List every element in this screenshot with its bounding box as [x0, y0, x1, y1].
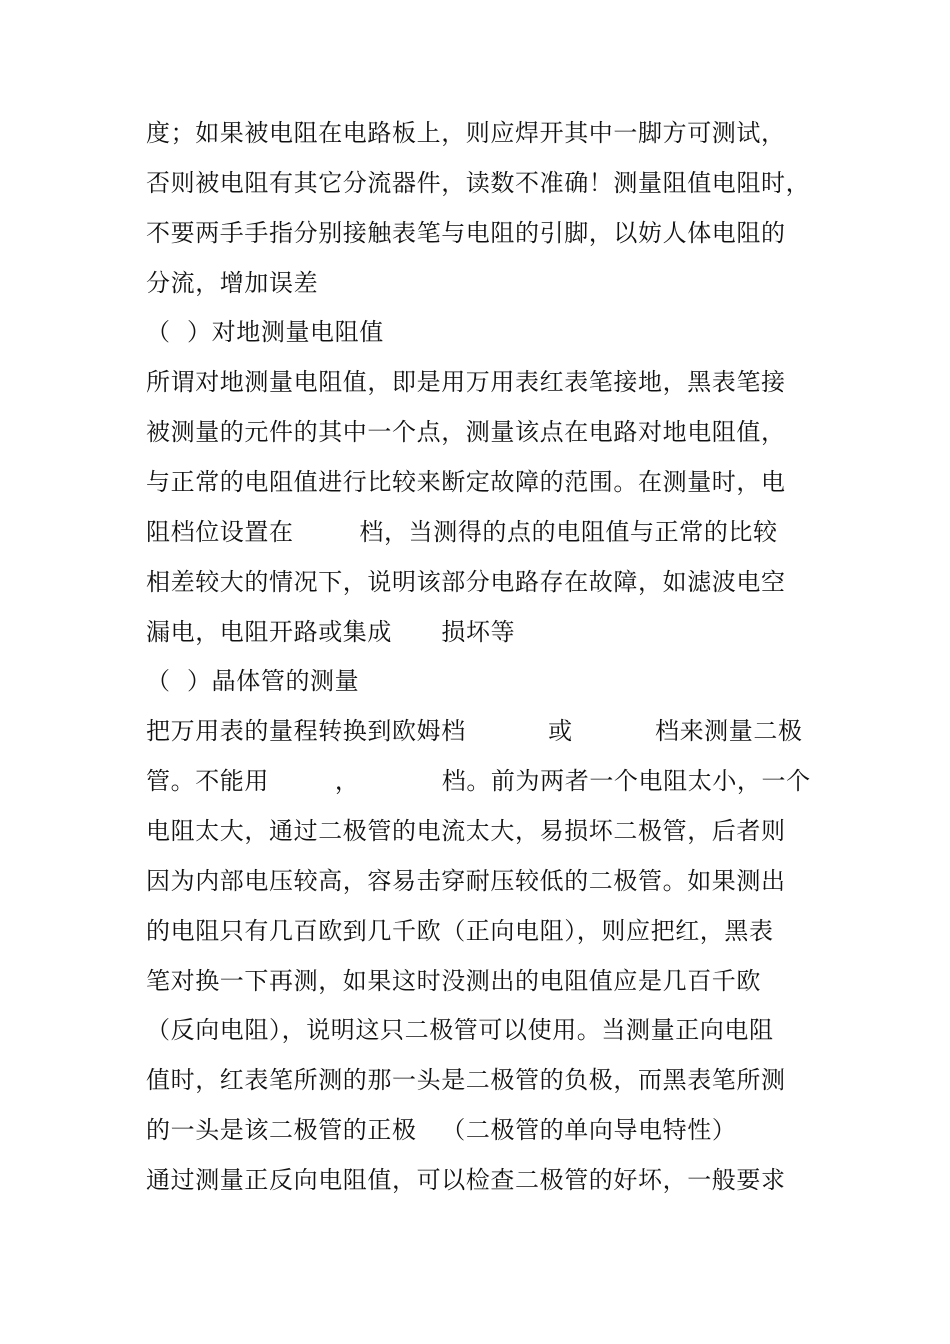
text-line: 漏电，电阻开路或集成 损坏等	[146, 618, 516, 646]
text-line: 把万用表的量程转换到欧姆档 或 档来测量二极	[146, 717, 803, 745]
text-line: 通过测量正反向电阻值，可以检查二极管的好坏，一般要求	[146, 1166, 786, 1194]
text-line: 度；如果被电阻在电路板上，则应焊开其中一脚方可测试，	[146, 119, 786, 147]
text-line: 分流，增加误差	[146, 269, 319, 297]
text-line: 的一头是该二极管的正极 （二极管的单向导电特性）	[146, 1116, 737, 1144]
text-line: 管。不能用 ， 档。前为两者一个电阻太小，一个	[146, 767, 811, 795]
text-line: 值时，红表笔所测的那一头是二极管的负极，而黑表笔所测	[146, 1066, 786, 1094]
text-line: 相差较大的情况下，说明该部分电路存在故障，如滤波电空	[146, 568, 786, 596]
text-line: 电阻太大，通过二极管的电流太大，易损坏二极管，后者则	[146, 817, 786, 845]
text-line: 阻档位设置在 档，当测得的点的电阻值与正常的比较	[146, 518, 778, 546]
text-line: 因为内部电压较高，容易击穿耐压较低的二极管。如果测出	[146, 867, 786, 895]
text-line: 不要两手手指分别接触表笔与电阻的引脚，以妨人体电阻的	[146, 219, 786, 247]
section-heading: （ ）晶体管的测量	[146, 667, 360, 695]
text-line: 的电阻只有几百欧到几千欧（正向电阻），则应把红，黑表	[146, 917, 774, 945]
text-line: （反向电阻），说明这只二极管可以使用。当测量正向电阻	[146, 1016, 774, 1044]
text-line: 被测量的元件的其中一个点，测量该点在电路对地电阻值，	[146, 418, 786, 446]
text-line: 笔对换一下再测，如果这时没测出的电阻值应是几百千欧	[146, 967, 761, 995]
section-heading: （ ）对地测量电阻值	[146, 318, 384, 346]
text-line: 所谓对地测量电阻值，即是用万用表红表笔接地，黑表笔接	[146, 368, 786, 396]
text-line: 与正常的电阻值进行比较来断定故障的范围。在测量时，电	[146, 468, 786, 496]
text-line: 否则被电阻有其它分流器件，读数不准确！测量阻值电阻时，	[146, 169, 811, 197]
